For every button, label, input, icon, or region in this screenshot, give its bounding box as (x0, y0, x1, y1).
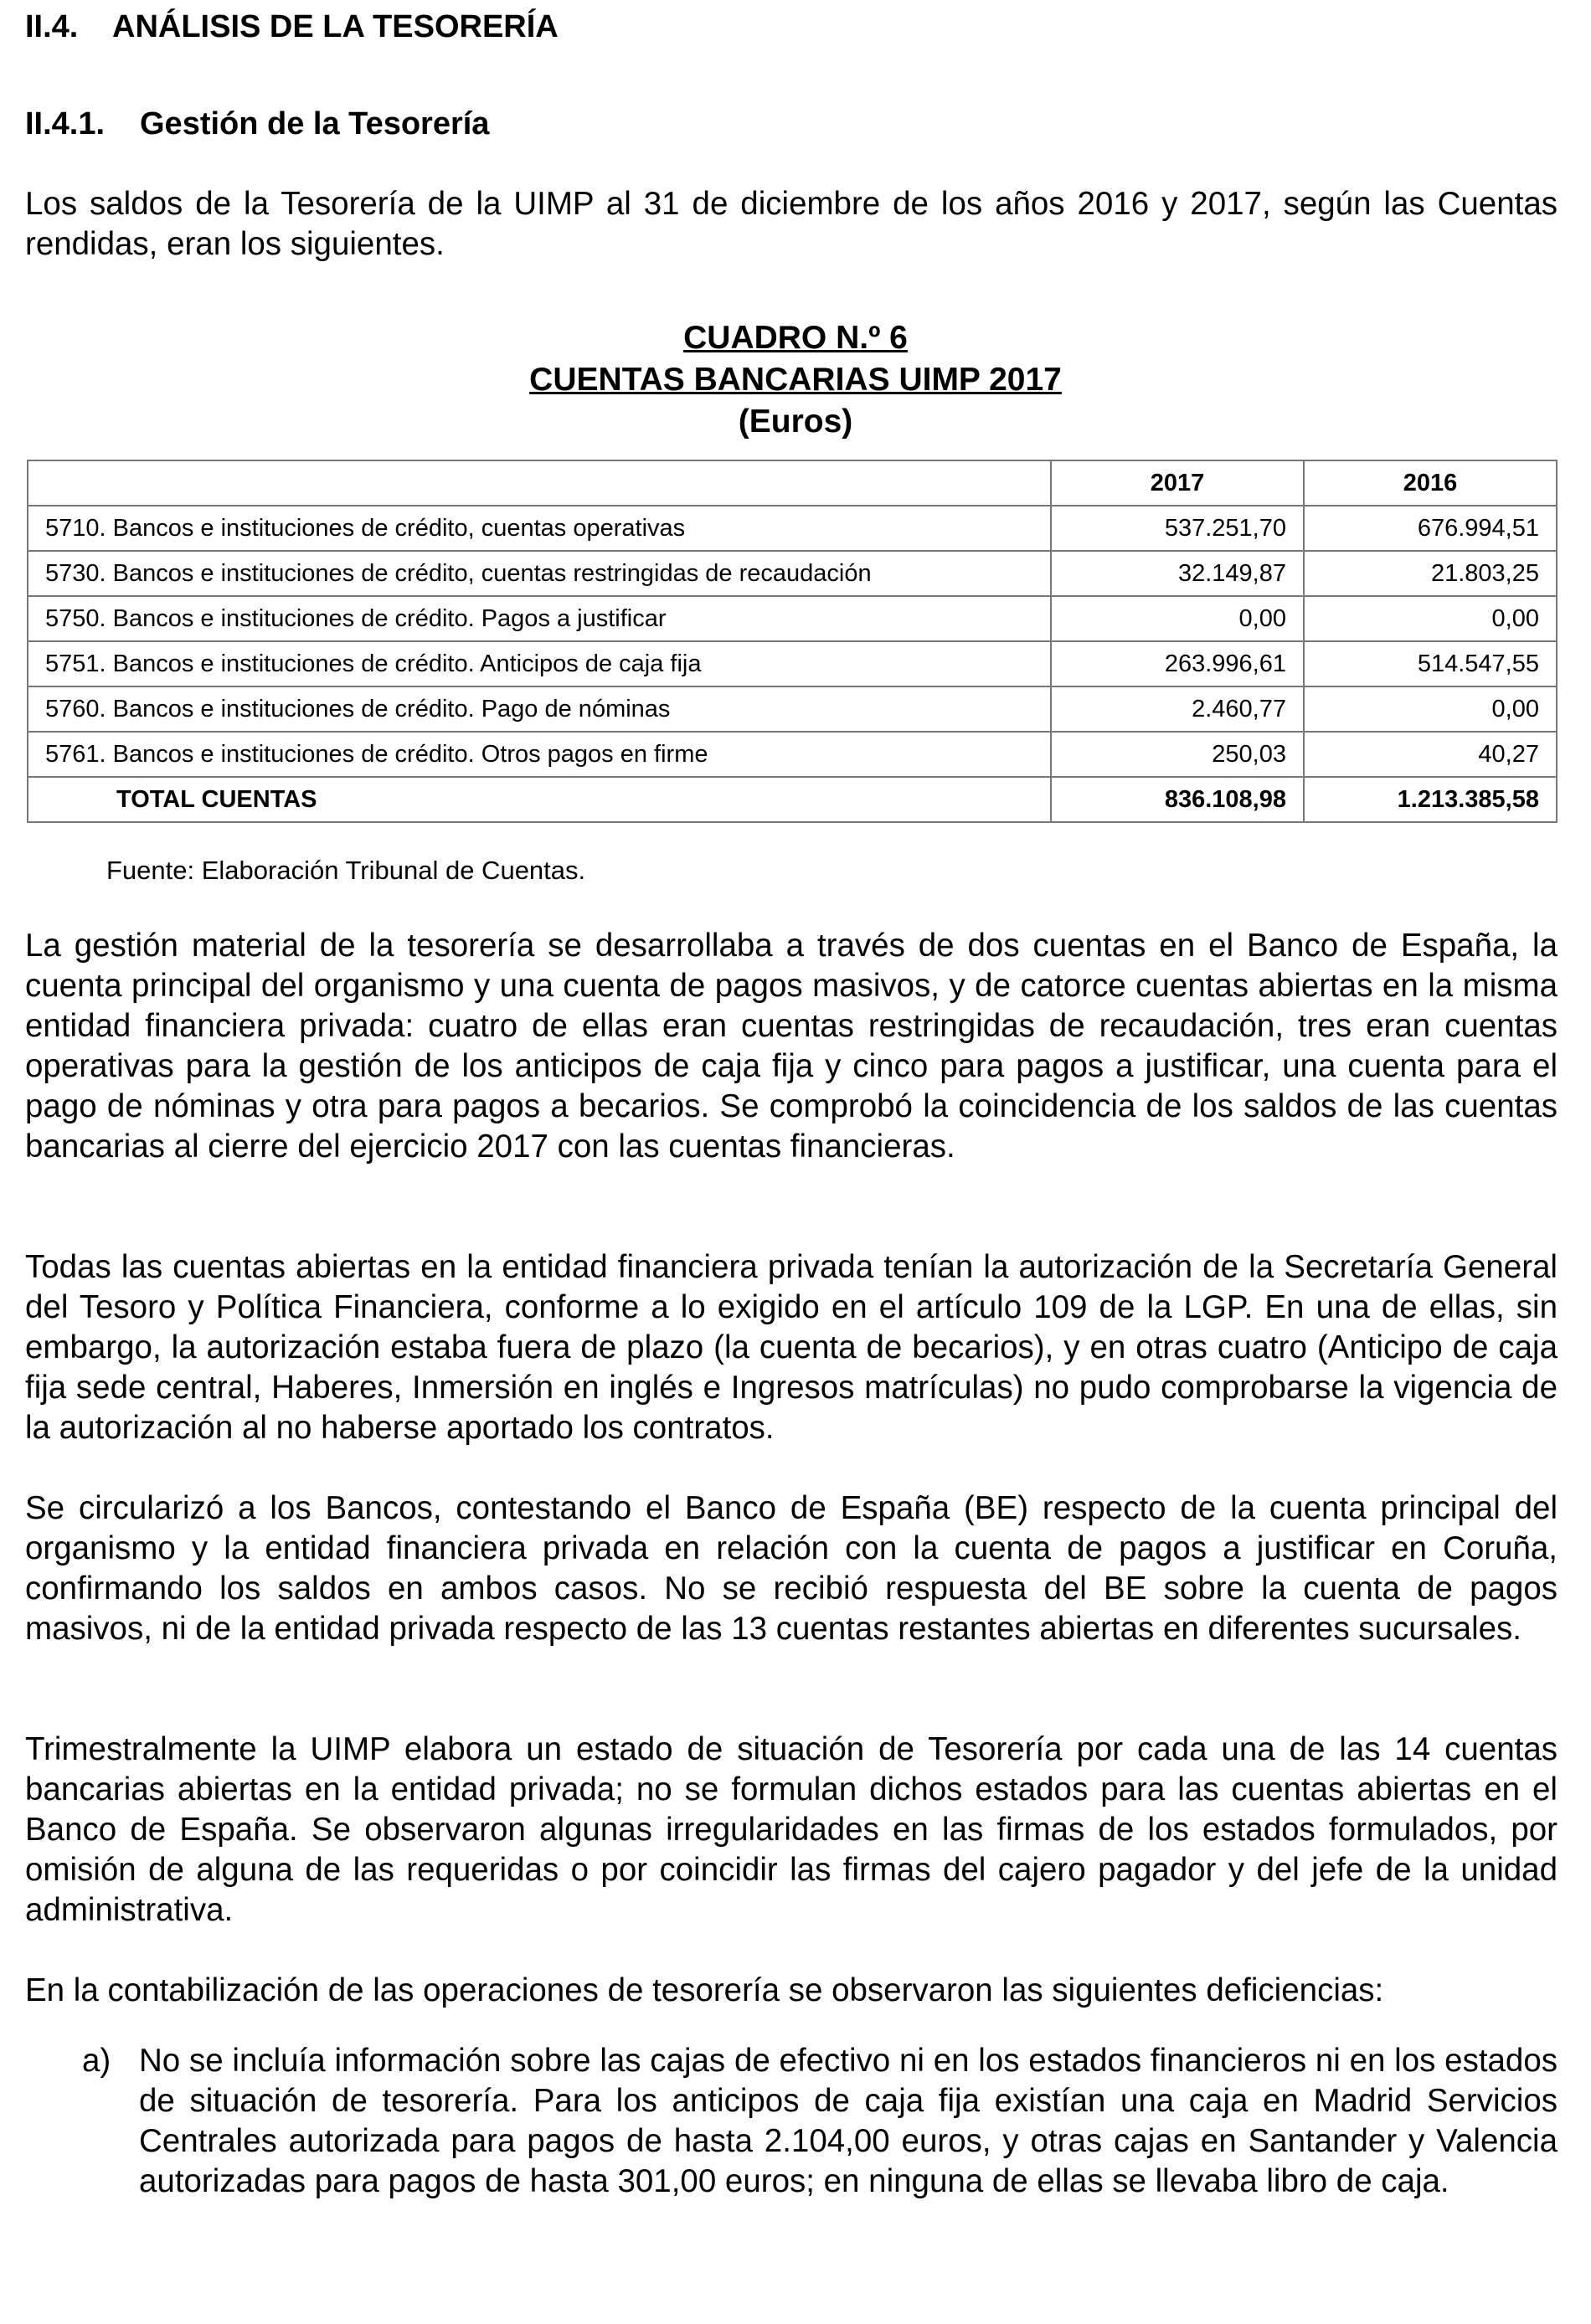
header-cell-label (28, 460, 1051, 506)
body-paragraph: Trimestralmente la UIMP elabora un estado de situación de Tesorería por cada una de las 14 cuentas bancarias abiertas en la entidad privada; no se formulan dichos estados para las cuentas abiertas en el Banco de España. Se observaron algunas irregularidades en las firmas de los estados formulados, por omisión de alguna de las requeridas o por coincidir las firmas del cajero pagador y del jefe de la unidad administrativa. (25, 1731, 1558, 1928)
row-value-2016: 0,00 (1304, 686, 1557, 732)
total-value-2016: 1.213.385,58 (1304, 777, 1557, 822)
table-caption-title: CUENTAS BANCARIAS UIMP 2017 (529, 362, 1062, 398)
section-heading (25, 8, 559, 45)
row-value-2017: 250,03 (1051, 732, 1304, 777)
total-value-2017: 836.108,98 (1051, 777, 1304, 822)
row-value-2017: 2.460,77 (1051, 686, 1304, 732)
row-value-2017: 537.251,70 (1051, 506, 1304, 551)
list-item-text: No se incluía información sobre las cajas de efectivo ni en los estados financieros ni en los estados de situación de tesorería. Para los anticipos de caja fija existían una caja en Madrid Servicios Centrales autorizada para pagos de hasta 2.104,00 euros, y otras cajas en Santander y Valencia autorizadas para pagos de hasta 301,00 euros; en ninguna de ellas se llevaba libro de caja. (139, 2043, 1558, 2199)
subsection-number: II.4.1. (25, 106, 106, 141)
row-value-2016: 40,27 (1304, 732, 1557, 777)
row-value-2016: 21.803,25 (1304, 551, 1557, 596)
subsection-heading (25, 105, 489, 142)
table-total-row (28, 777, 1557, 822)
section-number: II.4. (25, 9, 79, 44)
row-value-2017: 0,00 (1051, 596, 1304, 641)
row-label: 5760. Bancos e instituciones de crédito. Pago de nóminas (28, 686, 1051, 732)
row-label: 5751. Bancos e instituciones de crédito. Anticipos de caja fija (28, 641, 1051, 686)
row-label: 5730. Bancos e instituciones de crédito, cuentas restringidas de recaudación (28, 551, 1051, 596)
body-paragraph: Todas las cuentas abiertas en la entidad financiera privada tenían la autorización de la Secretaría General del Tesoro y Política Financiera, conforme a lo exigido en el artículo 109 de la LGP. En una de ellas, sin embargo, la autorización estaba fuera de plazo (la cuenta de becarios), y en otras cuatro (Anticipo de caja fija sede central, Haberes, Inmersión en inglés e Ingresos matrículas) no pudo comprobarse la vigencia de la autorización al no haberse aportado los contratos. (25, 1249, 1558, 1446)
row-value-2017: 32.149,87 (1051, 551, 1304, 596)
row-value-2017: 263.996,61 (1051, 641, 1304, 686)
table-header-row (28, 460, 1557, 506)
intro-paragraph: Los saldos de la Tesorería de la UIMP al 31 de diciembre de los años 2016 y 2017, según las Cuentas rendidas, eran los siguientes. (25, 186, 1558, 262)
table-row (28, 596, 1557, 641)
total-label: TOTAL CUENTAS (28, 777, 1051, 822)
row-value-2016: 514.547,55 (1304, 641, 1557, 686)
row-value-2016: 676.994,51 (1304, 506, 1557, 551)
row-label: 5761. Bancos e instituciones de crédito. Otros pagos en firme (28, 732, 1051, 777)
list-marker: a) (82, 2043, 111, 2079)
bank-accounts-table (27, 460, 1558, 823)
table-caption-units: (Euros) (738, 404, 853, 440)
body-paragraph: La gestión material de la tesorería se desarrollaba a través de dos cuentas en el Banco de España, la cuenta principal del organismo y una cuenta de pagos masivos, y de catorce cuentas abiertas en la misma entidad financiera privada: cuatro de ellas eran cuentas restringidas de recaudación, tres eran cuentas operativas para la gestión de los anticipos de caja fija y cinco para pagos a justificar, una cuenta para el pago de nóminas y otra para pagos a becarios. Se comprobó la coincidencia de los saldos de las cuentas bancarias al cierre del ejercicio 2017 con las cuentas financieras. (25, 928, 1558, 1165)
body-paragraph: En la contabilización de las operaciones de tesorería se observaron las siguientes deficiencias: (25, 1972, 1384, 2008)
section-title: ANÁLISIS DE LA TESORERÍA (112, 9, 559, 44)
row-label: 5750. Bancos e instituciones de crédito. Pagos a justificar (28, 596, 1051, 641)
table-row (28, 732, 1557, 777)
table-row (28, 551, 1557, 596)
table-source-note: Fuente: Elaboración Tribunal de Cuentas. (106, 856, 586, 885)
table-row (28, 686, 1557, 732)
table-caption-number: CUADRO N.º 6 (683, 320, 908, 356)
table-row (28, 506, 1557, 551)
row-label: 5710. Bancos e instituciones de crédito, cuentas operativas (28, 506, 1051, 551)
table-row (28, 641, 1557, 686)
header-cell-2016: 2016 (1304, 460, 1557, 506)
body-paragraph: Se circularizó a los Bancos, contestando el Banco de España (BE) respecto de la cuenta principal del organismo y la entidad financiera privada en relación con la cuenta de pagos a justificar en Coruña, confirmando los saldos en ambos casos. No se recibió respuesta del BE sobre la cuenta de pagos masivos, ni de la entidad privada respecto de las 13 cuentas restantes abiertas en diferentes sucursales. (25, 1490, 1558, 1647)
header-cell-2017: 2017 (1051, 460, 1304, 506)
row-value-2016: 0,00 (1304, 596, 1557, 641)
subsection-title: Gestión de la Tesorería (140, 106, 490, 141)
